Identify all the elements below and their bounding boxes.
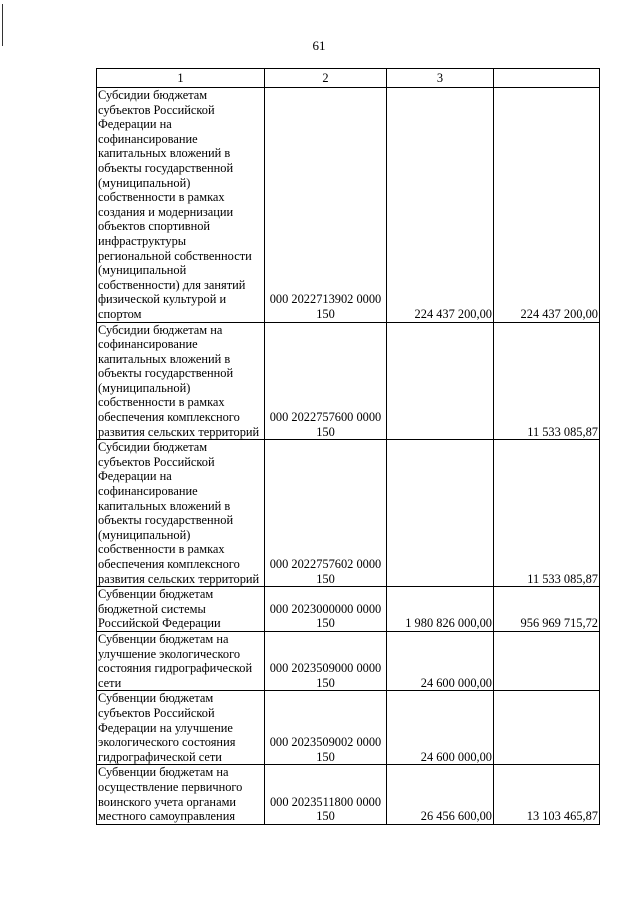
budget-item-name [97, 587, 265, 632]
code-line: 000 2023509000 0000 [269, 661, 382, 676]
name-line: собственности в рамках [98, 395, 225, 410]
name-line: состояния гидрографической [98, 661, 253, 676]
name-line: (муниципальной) [98, 175, 191, 190]
table-header-row [97, 69, 600, 88]
name-line: создания и модернизации [98, 204, 234, 219]
code-line: 000 2022757600 0000 [269, 410, 382, 425]
name-line: объектов спортивной [98, 219, 211, 234]
amount-column-3 [387, 440, 494, 587]
budget-classification-code [265, 587, 387, 632]
code-line: 000 2022757602 0000 [269, 557, 382, 571]
name-line: экологического состояния [98, 735, 236, 750]
name-line: Субвенции бюджетам на [98, 765, 229, 780]
amount-column-4: 224 437 200,00 [494, 88, 600, 323]
code-line: 150 [316, 749, 335, 764]
table-row [97, 631, 600, 690]
code-line: 150 [316, 571, 335, 586]
code-line: 000 2023511800 0000 [269, 794, 382, 809]
name-line: физической культурой и [98, 292, 227, 307]
name-line: улучшение экологического [98, 646, 241, 661]
name-line: осуществление первичного [98, 779, 243, 794]
budget-classification-code [265, 440, 387, 587]
name-line: спортом [98, 306, 142, 321]
name-line: Субвенции бюджетам [98, 691, 214, 706]
name-line: воинского учета органами [98, 794, 237, 809]
name-line: объекты государственной [98, 366, 234, 381]
code-line: 150 [316, 306, 335, 321]
name-line: Федерации на [98, 469, 172, 484]
name-line: софинансирование [98, 337, 198, 352]
table-row [97, 322, 600, 440]
header-cell-1: 1 [97, 69, 265, 88]
name-line: Субвенции бюджетам [98, 587, 214, 602]
name-line: развития сельских территорий [98, 424, 260, 439]
name-line: сети [98, 675, 122, 690]
name-line: Федерации на улучшение [98, 720, 233, 735]
name-line: развития сельских территорий [98, 571, 260, 586]
name-line: Федерации на [98, 117, 172, 132]
name-line: гидрографической сети [98, 749, 222, 764]
code-line: 150 [316, 675, 335, 690]
amount-column-3 [387, 322, 494, 440]
name-line: капитальных вложений в [98, 146, 231, 161]
table-row [97, 765, 600, 824]
name-line: Субсидии бюджетам [98, 88, 208, 102]
budget-item-name [97, 631, 265, 690]
amount-column-3: 24 600 000,00 [387, 691, 494, 765]
name-line: софинансирование [98, 131, 198, 146]
page-number: 61 [312, 38, 326, 53]
header-cell-2: 2 [265, 69, 387, 88]
name-line: (муниципальной [98, 263, 187, 278]
budget-classification-code [265, 322, 387, 440]
table-row [97, 88, 600, 323]
amount-column-3: 26 456 600,00 [387, 765, 494, 824]
amount-column-3: 1 980 826 000,00 [387, 587, 494, 632]
name-line: субъектов Российской [98, 454, 215, 469]
amount-column-4 [494, 691, 600, 765]
budget-table [96, 68, 600, 825]
table-row [97, 587, 600, 632]
budget-classification-code [265, 765, 387, 824]
name-line: объекты государственной [98, 160, 234, 175]
name-line: субъектов Российской [98, 705, 215, 720]
name-line: Субсидии бюджетам на [98, 322, 223, 337]
name-line: бюджетной системы [98, 601, 206, 616]
name-line: инфраструктуры [98, 233, 187, 248]
amount-column-4: 13 103 465,87 [494, 765, 600, 824]
name-line: объекты государственной [98, 513, 234, 528]
name-line: обеспечения комплексного [98, 410, 240, 425]
budget-classification-code [265, 88, 387, 323]
name-line: субъектов Российской [98, 102, 215, 117]
table-row [97, 440, 600, 587]
name-line: Субвенции бюджетам на [98, 631, 229, 646]
name-line: Российской Федерации [98, 616, 221, 631]
name-line: капитальных вложений в [98, 351, 231, 366]
name-line: региональной собственности [98, 248, 252, 263]
code-line: 150 [316, 616, 335, 631]
name-line: софинансирование [98, 484, 198, 499]
amount-column-4: 11 533 085,87 [494, 322, 600, 440]
budget-item-name [97, 322, 265, 440]
name-line: (муниципальной) [98, 527, 191, 542]
amount-column-4: 11 533 085,87 [494, 440, 600, 587]
table-row [97, 691, 600, 765]
name-line: обеспечения комплексного [98, 557, 240, 571]
code-line: 150 [316, 424, 335, 439]
header-cell-4 [494, 69, 600, 88]
budget-classification-code [265, 631, 387, 690]
amount-column-3: 24 600 000,00 [387, 631, 494, 690]
name-line: собственности в рамках [98, 542, 225, 557]
name-line: (муниципальной) [98, 380, 191, 395]
amount-column-3: 224 437 200,00 [387, 88, 494, 323]
code-line: 000 2023509002 0000 [269, 735, 382, 750]
budget-classification-code [265, 691, 387, 765]
name-line: Субсидии бюджетам [98, 440, 208, 455]
budget-item-name [97, 691, 265, 765]
budget-item-name [97, 765, 265, 824]
name-line: местного самоуправления [98, 809, 236, 824]
budget-item-name [97, 440, 265, 587]
name-line: капитальных вложений в [98, 498, 231, 513]
name-line: собственности) для занятий [98, 277, 246, 292]
code-line: 150 [316, 809, 335, 824]
amount-column-4 [494, 631, 600, 690]
header-cell-3: 3 [387, 69, 494, 88]
code-line: 000 2022713902 0000 [269, 292, 382, 307]
budget-item-name [97, 88, 265, 323]
code-line: 000 2023000000 0000 [269, 601, 382, 616]
name-line: собственности в рамках [98, 190, 225, 205]
amount-column-4: 956 969 715,72 [494, 587, 600, 632]
